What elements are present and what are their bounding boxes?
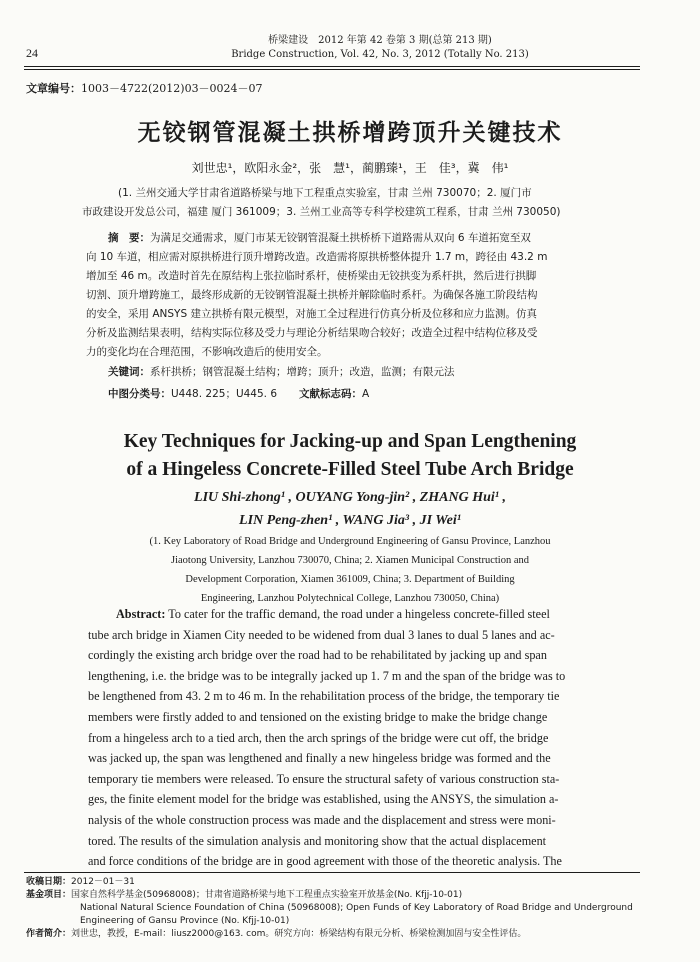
abstract-en-line: was jacked up, the span was lengthened and finally a new hingeless bridge was formed and the — [88, 751, 551, 766]
affiliation-en-line: Engineering, Lanzhou Polytechnical College, Lanzhou 730050, China) — [200, 593, 500, 604]
abstract-en-line: lengthening, i.e. the bridge was to be integrally jacked up 1. 7 m and the span of the bridge was to — [88, 668, 566, 683]
fund-label: 基金项目： — [26, 890, 72, 900]
fund-line: 基金项目：国家自然科学基金(50968008)；甘肃省道路桥梁与地下工程重点实验室开放基金(No. Kfjj-10-01) — [26, 890, 463, 900]
affiliation-cn-line: (1. 兰州交通大学甘肃省道路桥梁与地下工程重点实验室，甘肃 兰州 730070；2. 厦门市 — [118, 187, 532, 199]
title-cn: 无铰钢管混凝土拱桥增跨顶升关键技术 — [137, 120, 563, 146]
abstract-en-line: tube arch bridge in Xiamen City needed to be widened from dual 3 lanes to dual 5 lanes and ac- — [88, 627, 555, 642]
journal-header-cn: 桥梁建设 2012 年第 42 卷第 3 期(总第 213 期) — [268, 35, 492, 46]
abstract-en-line: nalysis of the whole construction process was made and the displacement and stress were moni- — [88, 813, 556, 827]
abstract-en-line: be lengthened from 43. 2 m to 46 m. In the rehabilitation process of the bridge, the temporary tie — [88, 689, 560, 704]
keywords-cn — [108, 363, 638, 382]
abstract-en-line: ges, the finite element model for the bridge was established, using the ANSYS, the simulation a- — [88, 792, 559, 807]
clc-value: U448. 225；U445. 6 — [171, 388, 278, 400]
affiliation-en — [110, 532, 590, 608]
authors-en — [0, 486, 700, 532]
article-number-label: 文章编号： — [26, 82, 81, 95]
doc-code-label: 文献标志码： — [299, 388, 363, 400]
authors-cn: 刘世忠¹，欧阳永金²，张 慧¹，蔺鹏臻¹，王 佳³，冀 伟¹ — [191, 161, 509, 175]
affiliation-en-line: (1. Key Laboratory of Road Bridge and Underground Engineering of Gansu Province, Lanzhou — [149, 536, 551, 547]
author-bio-label: 作者简介： — [26, 929, 72, 939]
abstract-cn-line-1: 摘 要：为满足交通需求，厦门市某无铰钢管混凝土拱桥桥下道路需从双向 6 车道拓宽至双 — [108, 232, 531, 244]
abstract-cn-line: 切割、顶升增跨施工，最终形成新的无铰钢管混凝土拱桥并解除临时系杆。为确保各施工阶段结构 — [86, 289, 538, 301]
abstract-en-line: from a hingeless arch to a tied arch, then the arch springs of the bridge were cut off, the bridge — [88, 730, 549, 745]
abstract-cn-label: 摘 要： — [108, 232, 150, 244]
fund-line: National Natural Science Foundation of China (50968008); Open Funds of Key Laboratory of Road Bridge and Underground — [80, 903, 633, 913]
abstract-en-line: cordingly the existing arch bridge over the road had to be rehabilitated by jacking up and span — [88, 648, 547, 663]
journal-header-en: Bridge Construction, Vol. 42, No. 3, 2012 (Totally No. 213) — [231, 49, 529, 60]
title-en-line: of a Hingeless Concrete-Filled Steel Tube Arch Bridge — [126, 459, 574, 480]
abstract-en-line: members were firstly added to and tensioned on the existing bridge to make the bridge change — [88, 710, 548, 724]
author-bio — [26, 928, 656, 940]
received-label: 收稿日期： — [26, 877, 72, 887]
article-number-value: 1003－4722(2012)03－0024－07 — [81, 82, 263, 95]
received-value: 2012－01－31 — [71, 877, 135, 887]
abstract-en-line: and force conditions of the bridge are in good agreement with those of the theoretic analysis. The — [88, 854, 562, 869]
abstract-en-label: Abstract: — [116, 607, 166, 621]
authors-en-line: LIU Shi-zhong¹ , OUYANG Yong-jin² , ZHANG Hui¹ , — [194, 490, 506, 505]
fund-line: Engineering of Gansu Province (No. Kfjj-10-01) — [80, 916, 290, 926]
abstract-cn-line: 增加至 46 m。改造时首先在原结构上张拉临时系杆，使桥梁由无铰拱变为系杆拱，然后进行拱脚 — [86, 270, 537, 282]
title-en-line: Key Techniques for Jacking-up and Span Lengthening — [123, 431, 577, 452]
classification — [108, 385, 638, 404]
abstract-en-line: temporary tie members were released. To ensure the structural safety of various construction sta- — [88, 771, 560, 786]
doc-code-value: A — [362, 388, 370, 400]
keywords-cn-value: 系杆拱桥；钢管混凝土结构；增跨；顶升；改造，监测；有限元法 — [150, 366, 455, 378]
header-rule-thin — [24, 69, 640, 70]
abstract-cn-line: 向 10 车道，相应需对原拱桥进行顶升增跨改造。改造需将原拱桥整体提升 1.7 m，跨径由 43.2 m — [86, 251, 548, 263]
keywords-cn-label: 关键词： — [108, 366, 150, 378]
affiliation-cn-line: 市政建设开发总公司，福建 厦门 361009；3. 兰州工业高等专科学校建筑工程系，甘肃 兰州 730050) — [82, 206, 561, 218]
author-bio-value: 刘世忠，教授，E-mail：liusz2000@163. com。研究方向：桥梁结构有限元分析、桥梁检测加固与安全性评估。 — [71, 929, 527, 939]
affiliation-en-line: Jiaotong University, Lanzhou 730070, China; 2. Xiamen Municipal Construction and — [170, 555, 529, 566]
received-date — [26, 876, 656, 888]
affiliation-en-line: Development Corporation, Xiamen 361009, China; 3. Department of Building — [185, 574, 515, 585]
abstract-cn-line: 力的变化均在合理范围，不影响改造后的使用安全。 — [86, 346, 328, 358]
title-en — [0, 428, 700, 484]
page-number: 24 — [26, 46, 38, 60]
abstract-en-line-1: Abstract: To cater for the traffic demand, the road under a hingeless concrete-filled steel — [116, 607, 550, 621]
footnote-rule — [24, 872, 640, 873]
header-rule — [24, 66, 640, 67]
abstract-cn-line: 的安全，采用 ANSYS 建立拱桥有限元模型，对施工全过程进行仿真分析及位移和应力监测。仿真 — [86, 308, 537, 320]
abstract-cn-line: 分析及监测结果表明，结构实际位移及受力与理论分析结果吻合较好；改造全过程中结构位移及受 — [86, 327, 538, 339]
abstract-en-line: tored. The results of the simulation analysis and monitoring show that the actual displacement — [88, 833, 547, 848]
authors-en-line: LIN Peng-zhen¹ , WANG Jia³ , JI Wei¹ — [239, 513, 461, 528]
article-number — [26, 80, 263, 96]
clc-label: 中图分类号： — [108, 388, 171, 400]
